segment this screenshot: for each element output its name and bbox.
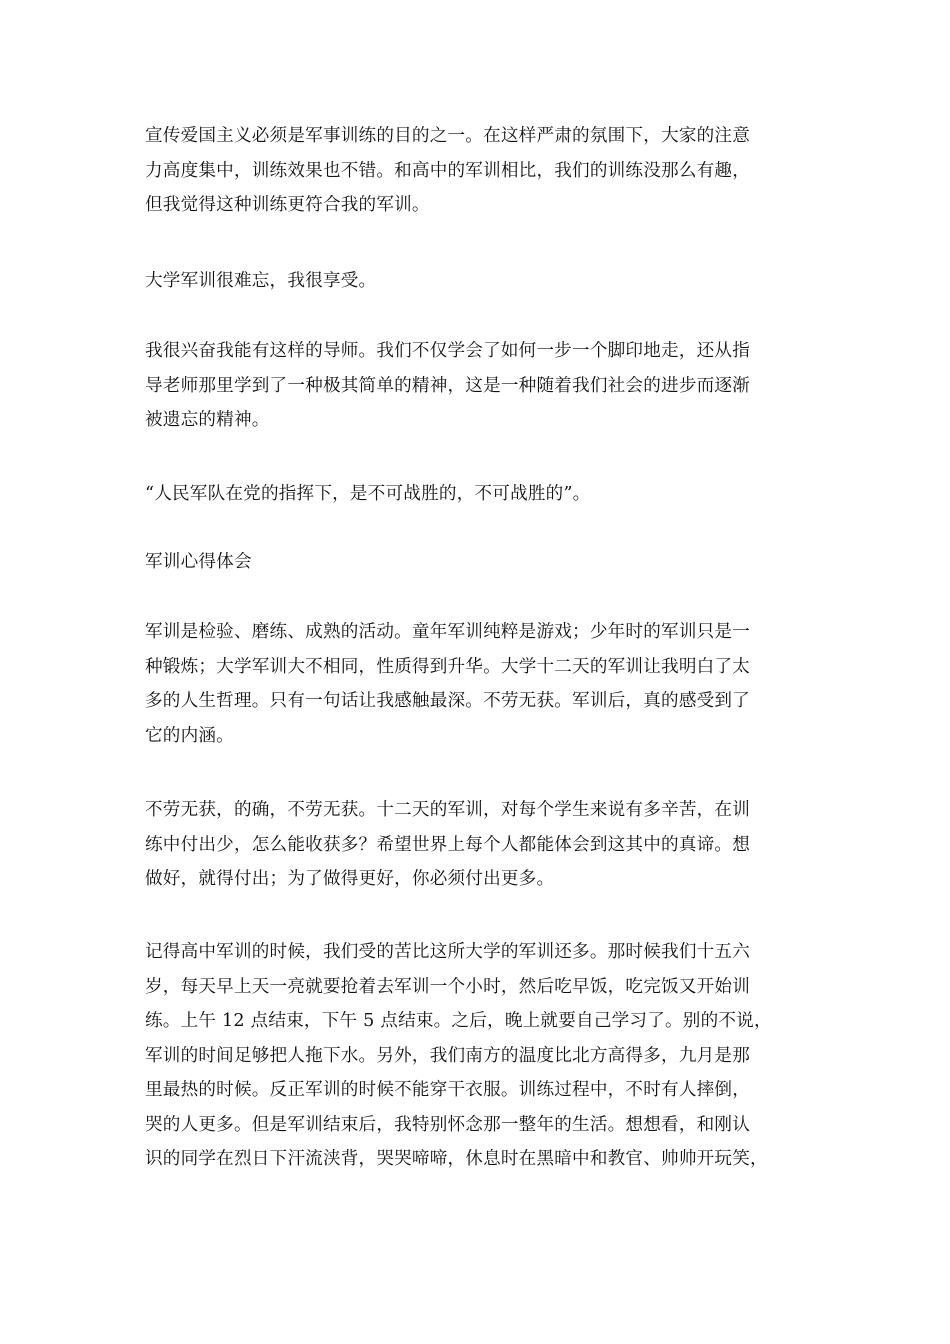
text-line: 练。上午 12 点结束，下午 5 点结束。之后，晚上就要自己学习了。别的不说， xyxy=(145,1011,772,1031)
text-line: 岁，每天早上天一亮就要抢着去军训一个小时，然后吃早饭，吃完饭又开始训 xyxy=(145,976,750,997)
paragraph-unforgettable xyxy=(145,264,815,299)
text-line: 哭的人更多。但是军训结束后，我特别怀念那一整年的生活。想想看，和刚认 xyxy=(145,1114,750,1135)
text-line: 导老师那里学到了一种极其简单的精神，这是一种随着我们社会的进步而逐渐 xyxy=(145,375,750,396)
paragraph-patriotism xyxy=(145,119,815,223)
paragraph-mentor xyxy=(145,334,815,438)
text-line: 但我觉得这种训练更符合我的军训。 xyxy=(145,195,430,215)
text-line: 军训是检验、磨练、成熟的活动。童年军训纯粹是游戏；少年时的军训只是一 xyxy=(145,622,750,642)
text-line: 记得高中军训的时候，我们受的苦比这所大学的军训还多。那时候我们十五六 xyxy=(145,942,750,962)
text-line: 力高度集中，训练效果也不错。和高中的军训相比，我们的训练没那么有趣， xyxy=(145,160,750,181)
text-line: 被遗忘的精神。 xyxy=(145,410,270,430)
text-line: 种锻炼；大学军训大不相同，性质得到升华。大学十二天的军训让我明白了太 xyxy=(145,656,750,677)
paragraph-no-pain-no-gain xyxy=(145,793,815,897)
text-line: “人民军队在党的指挥下，是不可战胜的，不可战胜的”。 xyxy=(145,484,591,504)
text-line: 大学军训很难忘，我很享受。 xyxy=(145,271,377,291)
text-line: 宣传爱国主义必须是军事训练的目的之一。在这样严肃的氛围下，大家的注意 xyxy=(145,126,750,146)
text-line: 里最热的时候。反正军训的时候不能穿干衣服。训练过程中，不时有人摔倒， xyxy=(145,1080,750,1100)
text-line: 识的同学在烈日下汗流浃背，哭哭啼啼，休息时在黑暗中和教官、帅帅开玩笑， xyxy=(145,1149,768,1169)
paragraph-training-test xyxy=(145,615,815,753)
text-line: 做好，就得付出；为了做得更好，你必须付出更多。 xyxy=(145,869,555,889)
text-line: 它的内涵。 xyxy=(145,725,234,746)
text-line: 我很兴奋我能有这样的导师。我们不仅学会了如何一步一个脚印地走，还从指 xyxy=(145,341,750,361)
paragraph-high-school-memory xyxy=(145,935,815,1177)
text-line: 军训心得体会 xyxy=(145,552,252,572)
text-line: 不劳无获，的确，不劳无获。十二天的军训，对每个学生来说有多辛苦，在训 xyxy=(145,800,750,820)
paragraph-quote xyxy=(145,477,815,512)
text-line: 军训的时间足够把人拖下水。另外，我们南方的温度比北方高得多，九月是那 xyxy=(145,1045,750,1066)
text-line: 多的人生哲理。只有一句话让我感触最深。不劳无获。军训后，真的感受到了 xyxy=(145,691,750,711)
section-heading xyxy=(145,545,815,580)
text-line: 练中付出少，怎么能收获多？希望世界上每个人都能体会到这其中的真谛。想 xyxy=(145,834,750,855)
